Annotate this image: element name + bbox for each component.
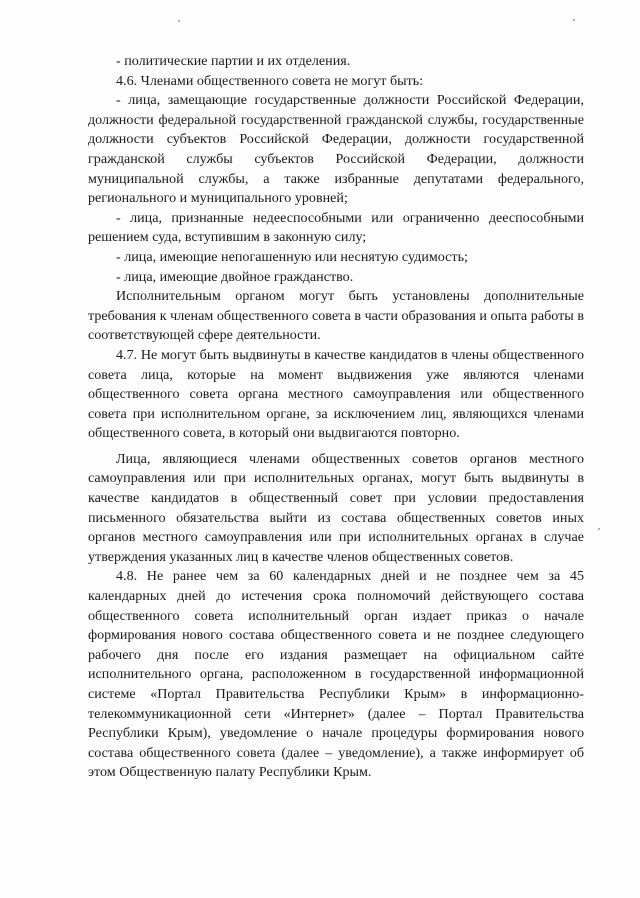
paragraph-incapacitated: - лица, признанные недееспособными или ограниченно дееспособными решением суда, вступившим в законную силу; — [88, 209, 584, 246]
paragraph-4-6-heading: 4.6. Членами общественного совета не могут быть: — [116, 72, 424, 89]
paragraph-additional-requirements: Исполнительным органом могут быть установлены дополнительные требования к членам общественного совета в части образования и опыта работы в соответствующей сфере деятельности. — [88, 288, 584, 344]
paragraph-political-parties: - политические партии и их отделения. — [116, 53, 351, 69]
paragraph-criminal-record: - лица, имеющие непогашенную или неснятую судимость; — [116, 248, 468, 265]
document-body — [88, 52, 584, 783]
paragraph-members-obligation: Лица, являющиеся членами общественных советов органов местного самоуправления или при исполнительных органах, могут быть выдвинуты в качестве кандидатов в общественный совет при условии предоставления письменного обязательства выйти из состава общественных советов иных органов местного самоуправления или при исполнительных органах в случае утверждения указанных лиц в качестве членов общественных советов. — [88, 450, 584, 565]
scan-speck — [573, 19, 575, 21]
paragraph-4-8: 4.8. Не ранее чем за 60 календарных дней и не позднее чем за 45 календарных дней до истечения срока полномочий действующего состава общественного совета исполнительный орган издает приказ о начале формирования нового состава общественного совета и не позднее следующего рабочего дня после его издания размещает на официальном сайте исполнительного органа, расположенном в государственной информационной системе «Портал Правительства Республики Крым» в информационно-телекоммуникационной сети «Интернет» (далее – Портал Правительства Республики Крым), уведомление о начале процедуры формирования нового состава общественного совета (далее – уведомление), а также информирует об этом Общественную палату Республики Крым. — [88, 568, 584, 781]
scan-speck — [178, 20, 180, 22]
scan-speck — [598, 528, 600, 530]
paragraph-dual-citizenship: - лица, имеющие двойное гражданство. — [116, 268, 354, 285]
paragraph-4-7: 4.7. Не могут быть выдвинуты в качестве кандидатов в члены общественного совета лица, которые на момент выдвижения уже являются членами общественного совета органа местного самоуправления или общественного совета при исполнительном органе, за исключением лиц, являющихся членами общественного совета, в который они выдвигаются повторно. — [88, 346, 584, 442]
paragraph-officials: - лица, замещающие государственные должности Российской Федерации, должности федеральной государственной гражданской службы, государственные должности субъектов Российской Федерации, должности государственной гражданской службы субъектов Российской Федерации, должности муниципальной службы, а также избранные депутатами федерального, регионального и муниципального уровней; — [88, 92, 584, 207]
